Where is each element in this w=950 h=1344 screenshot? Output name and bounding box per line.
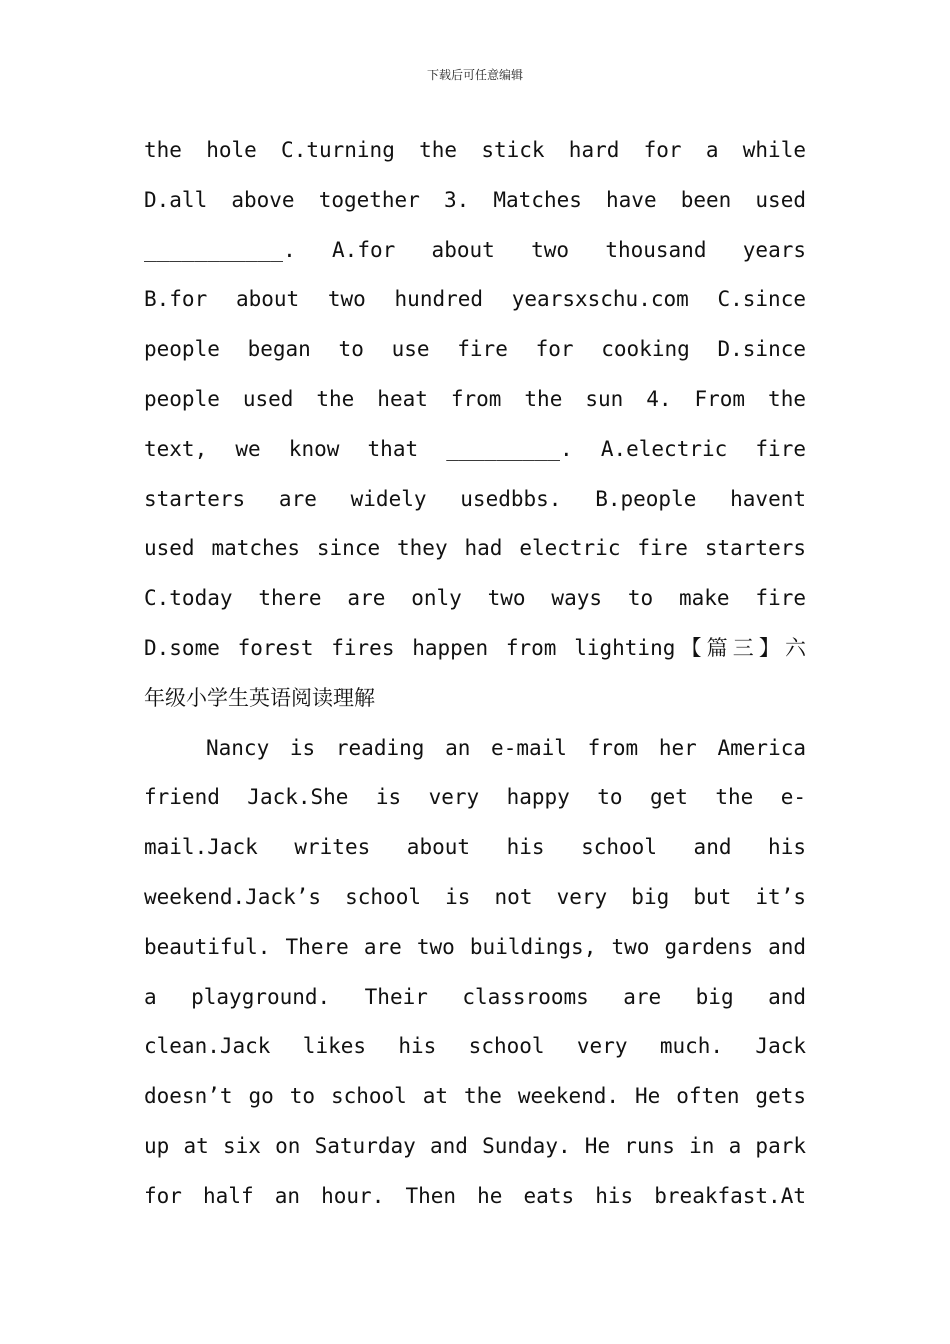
text-line-7: text, we know that _________. A.electric fire bbox=[144, 436, 806, 461]
text-line-9: used matches since they had electric fire starters bbox=[144, 536, 806, 561]
reading-passage bbox=[144, 126, 806, 1222]
text-line-8: starters are widely usedbbs. B.people havent bbox=[144, 486, 806, 511]
text-line-17: beautiful. There are two buildings, two gardens and bbox=[144, 934, 806, 959]
text-line-19: clean.Jack likes his school very much. Jack bbox=[144, 1034, 806, 1059]
text-line-20: doesn’t go to school at the weekend. He often gets bbox=[144, 1084, 806, 1109]
text-line-21: up at six on Saturday and Sunday. He runs in a park bbox=[144, 1133, 806, 1158]
text-line-5: people began to use fire for cooking D.since bbox=[144, 337, 806, 362]
paragraph-start-line: Nancy is reading an e-mail from her America bbox=[206, 735, 806, 760]
text-line-11: D.some forest fires happen from lighting【篇三】六 bbox=[144, 635, 806, 660]
text-line-3: ___________. A.for about two thousand years bbox=[144, 237, 806, 262]
text-line-10: C.today there are only two ways to make fire bbox=[144, 586, 806, 611]
text-line-14: friend Jack.She is very happy to get the e- bbox=[144, 785, 806, 810]
section-title-line: 年级小学生英语阅读理解 bbox=[144, 685, 375, 710]
page-header: 下载后可任意编辑 bbox=[426, 68, 523, 82]
text-line-22: for half an hour. Then he eats his breakfast.At bbox=[144, 1183, 806, 1208]
text-line-4: B.for about two hundred yearsxschu.com C.since bbox=[144, 287, 806, 312]
text-line-15: mail.Jack writes about his school and his bbox=[144, 835, 806, 860]
text-line-16: weekend.Jack’s school is not very big but it’s bbox=[144, 884, 806, 909]
text-line-18: a playground. Their classrooms are big and bbox=[144, 984, 806, 1009]
text-line-2: D.all above together 3. Matches have been used bbox=[144, 187, 806, 212]
text-line-6: people used the heat from the sun 4. From the bbox=[144, 386, 806, 411]
text-line-1: the hole C.turning the stick hard for a while bbox=[144, 138, 806, 162]
